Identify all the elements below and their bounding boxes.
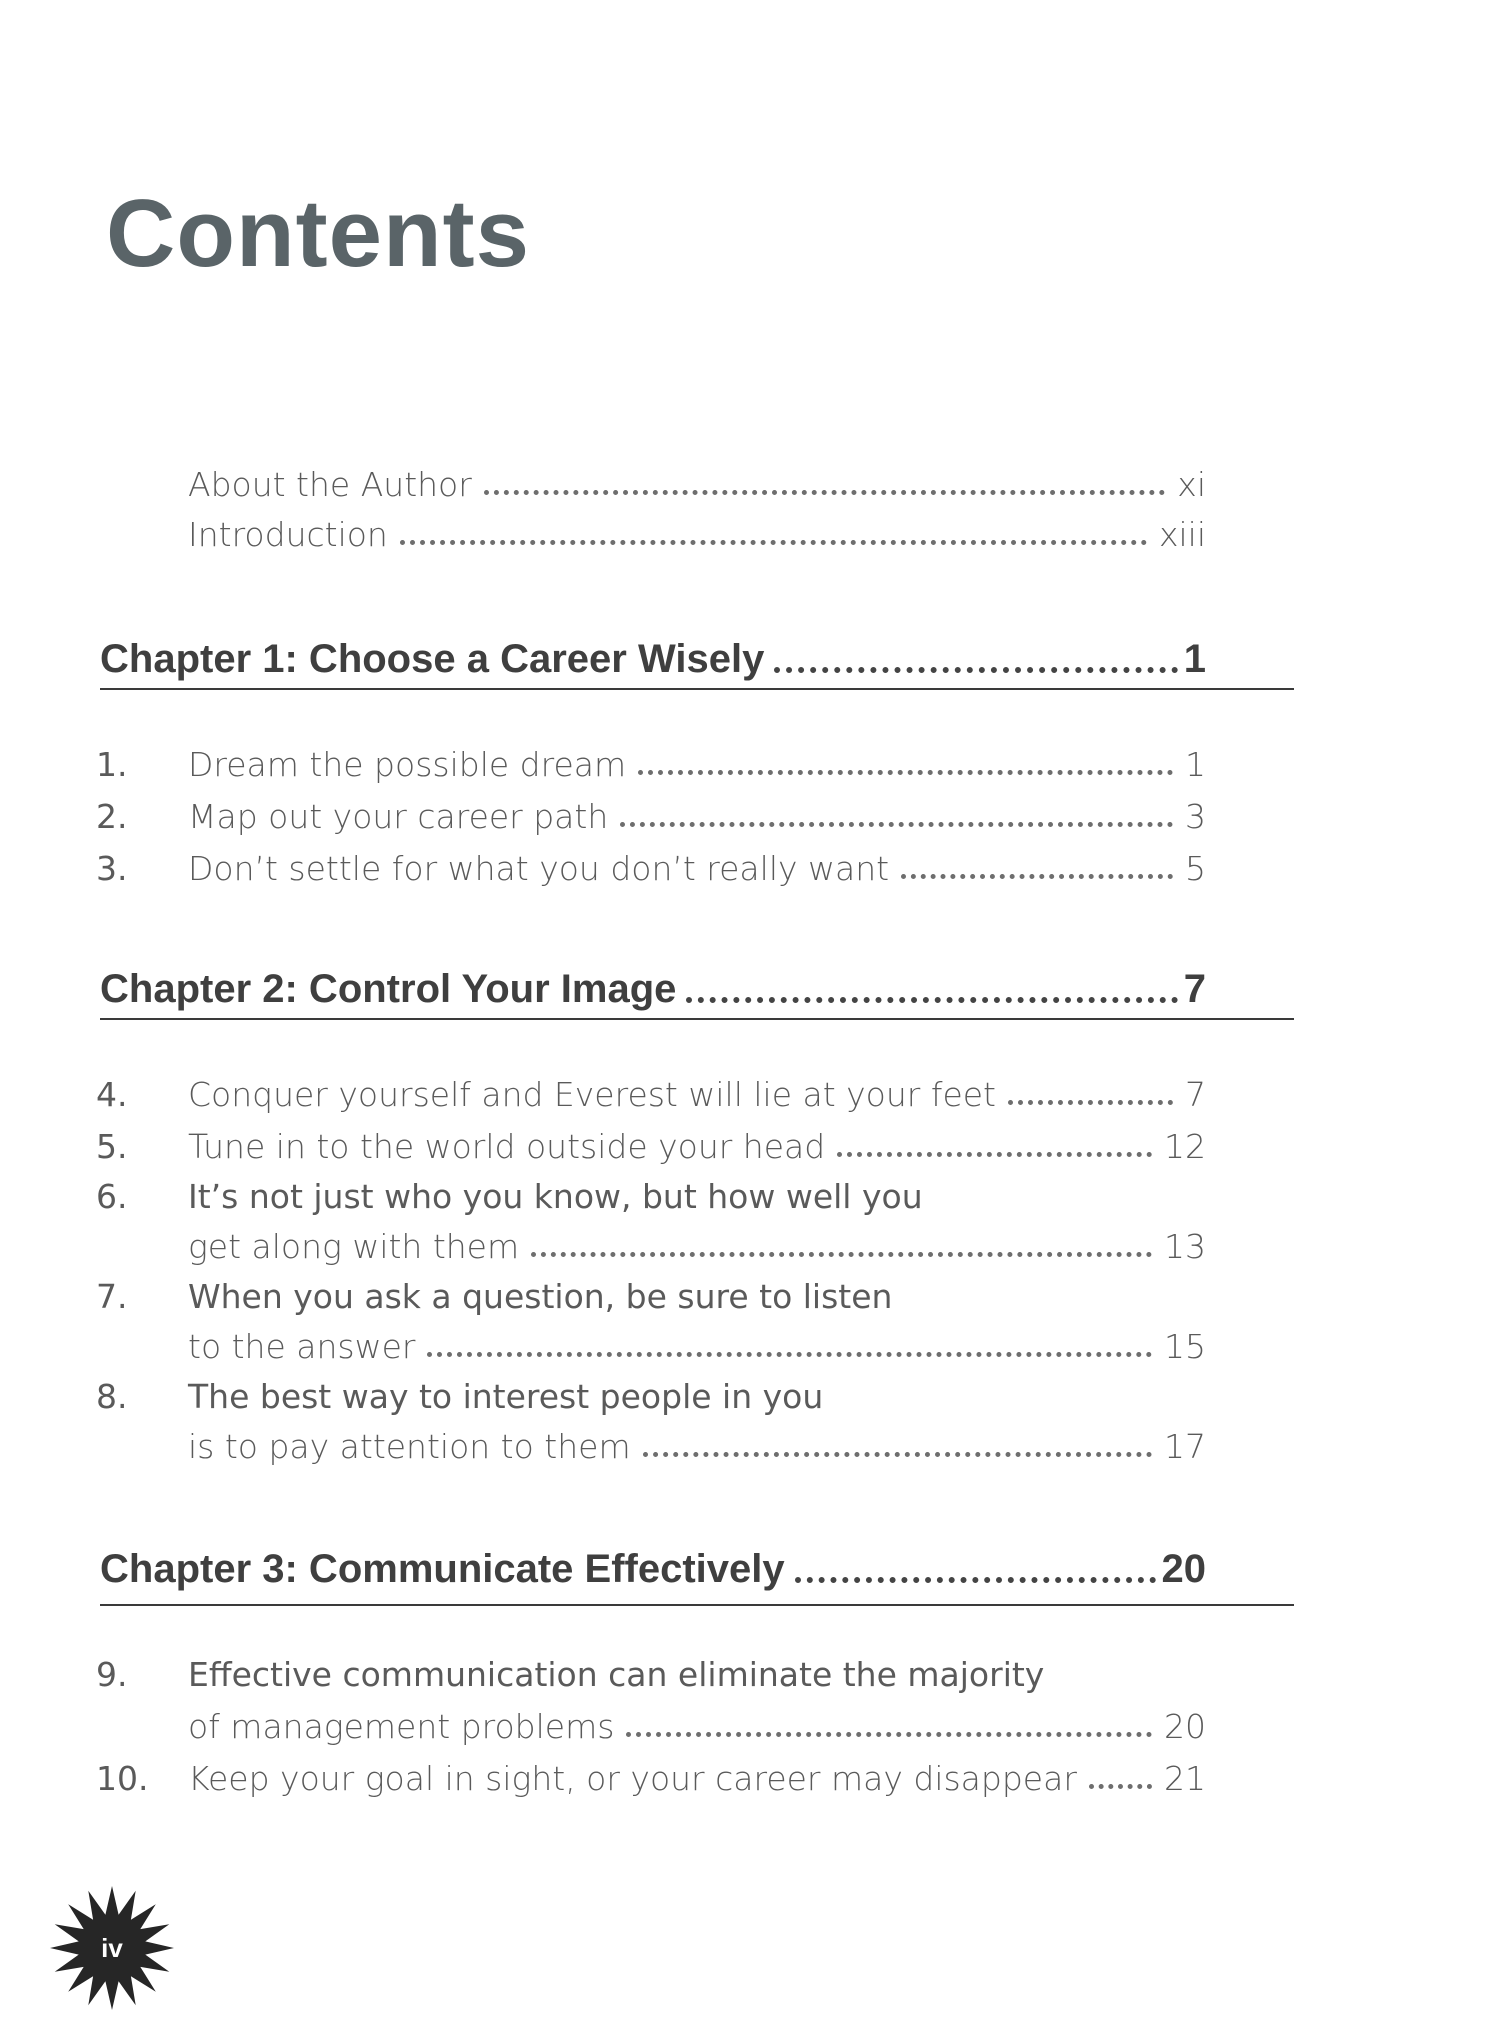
chapter-title: Chapter 3: Communicate Effectively [100,1547,785,1591]
toc-entry[interactable] [188,1068,1206,1114]
toc-entry-page: 20 [1164,1707,1206,1746]
entry-number: 5. [96,1127,128,1166]
toc-entry[interactable] [188,1120,1206,1166]
toc-entry-title: to the answer [188,1327,416,1366]
toc-entry[interactable] [188,842,1206,888]
entry-number: 2. [96,797,128,836]
toc-entry-page: 17 [1164,1427,1206,1466]
dot-leader [638,770,1173,775]
toc-entry[interactable] [188,1700,1206,1746]
toc-entry-page: 12 [1164,1127,1206,1166]
toc-entry-title: Don’t settle for what you don’t really want [188,849,890,888]
toc-entry[interactable] [188,1320,1206,1366]
toc-entry[interactable] [188,1220,1206,1266]
toc-entry-title: Map out your career path [188,797,609,836]
toc-entry-about-author[interactable] [188,458,1206,504]
toc-entry-page: 5 [1185,849,1206,888]
entry-number: 1. [96,745,128,784]
chapter-2-heading[interactable] [100,960,1206,1012]
toc-entry-page: 7 [1185,1075,1206,1114]
chapter-title: Chapter 1: Choose a Career Wisely [100,637,765,681]
entry-number: 6. [96,1177,128,1216]
dot-leader [1008,1100,1173,1105]
dot-leader [620,822,1173,827]
toc-entry[interactable] [188,738,1206,784]
dot-leader [901,874,1173,879]
toc-entry-page: xi [1177,465,1206,504]
toc-entry-introduction[interactable] [188,508,1206,554]
entry-number: 7. [96,1277,128,1316]
page-title: Contents [106,180,530,287]
chapter-divider [100,1018,1294,1020]
toc-entry-first-line[interactable]: It’s not just who you know, but how well you [188,1177,923,1216]
dot-leader [837,1152,1152,1157]
entry-number: 4. [96,1075,128,1114]
toc-entry-page: 13 [1164,1227,1206,1266]
chapter-title: Chapter 2: Control Your Image [100,967,677,1011]
dot-leader [774,667,1177,673]
toc-entry-title: is to pay attention to them [188,1427,631,1466]
entry-number: 8. [96,1377,128,1416]
entry-number: 9. [96,1655,128,1694]
dot-leader [795,1577,1156,1583]
dot-leader [400,540,1147,545]
toc-entry-title: Conquer yourself and Everest will lie at your feet [188,1075,996,1114]
toc-entry-page: 3 [1185,797,1206,836]
chapter-divider [100,1604,1294,1606]
toc-entry[interactable] [188,1420,1206,1466]
dot-leader [427,1352,1152,1357]
toc-entry-first-line[interactable]: Effective communication can eliminate the majority [188,1655,1045,1694]
chapter-page: 1 [1183,637,1206,681]
toc-entry-first-line[interactable]: When you ask a question, be sure to listen [188,1277,893,1316]
toc-entry-page: xiii [1158,515,1206,554]
toc-entry[interactable] [188,1752,1206,1798]
dot-leader [484,490,1165,495]
dot-leader [643,1452,1152,1457]
dot-leader [1089,1784,1152,1789]
entry-number: 10. [96,1759,149,1798]
chapter-1-heading[interactable] [100,630,1206,682]
toc-entry-title: Dream the possible dream [188,745,627,784]
chapter-3-heading[interactable] [100,1540,1206,1592]
toc-entry-title: Tune in to the world outside your head [188,1127,826,1166]
toc-entry-title: Introduction [188,515,388,554]
entry-number: 3. [96,849,128,888]
toc-entry-page: 15 [1164,1327,1206,1366]
toc-entry-page: 1 [1185,745,1206,784]
dot-leader [626,1732,1152,1737]
page-number: iv [101,1932,123,1963]
toc-entry-first-line[interactable]: The best way to interest people in you [188,1377,824,1416]
toc-entry[interactable] [188,790,1206,836]
toc-entry-title: get along with them [188,1227,520,1266]
chapter-page: 7 [1183,967,1206,1011]
toc-entry-page: 21 [1164,1759,1206,1798]
dot-leader [686,997,1177,1003]
dot-leader [531,1252,1152,1257]
toc-entry-title: About the Author [188,465,472,504]
toc-entry-title: Keep your goal in sight, or your career may disappear [188,1759,1077,1798]
chapter-divider [100,688,1294,690]
toc-entry-title: of management problems [188,1707,615,1746]
chapter-page: 20 [1161,1547,1206,1591]
